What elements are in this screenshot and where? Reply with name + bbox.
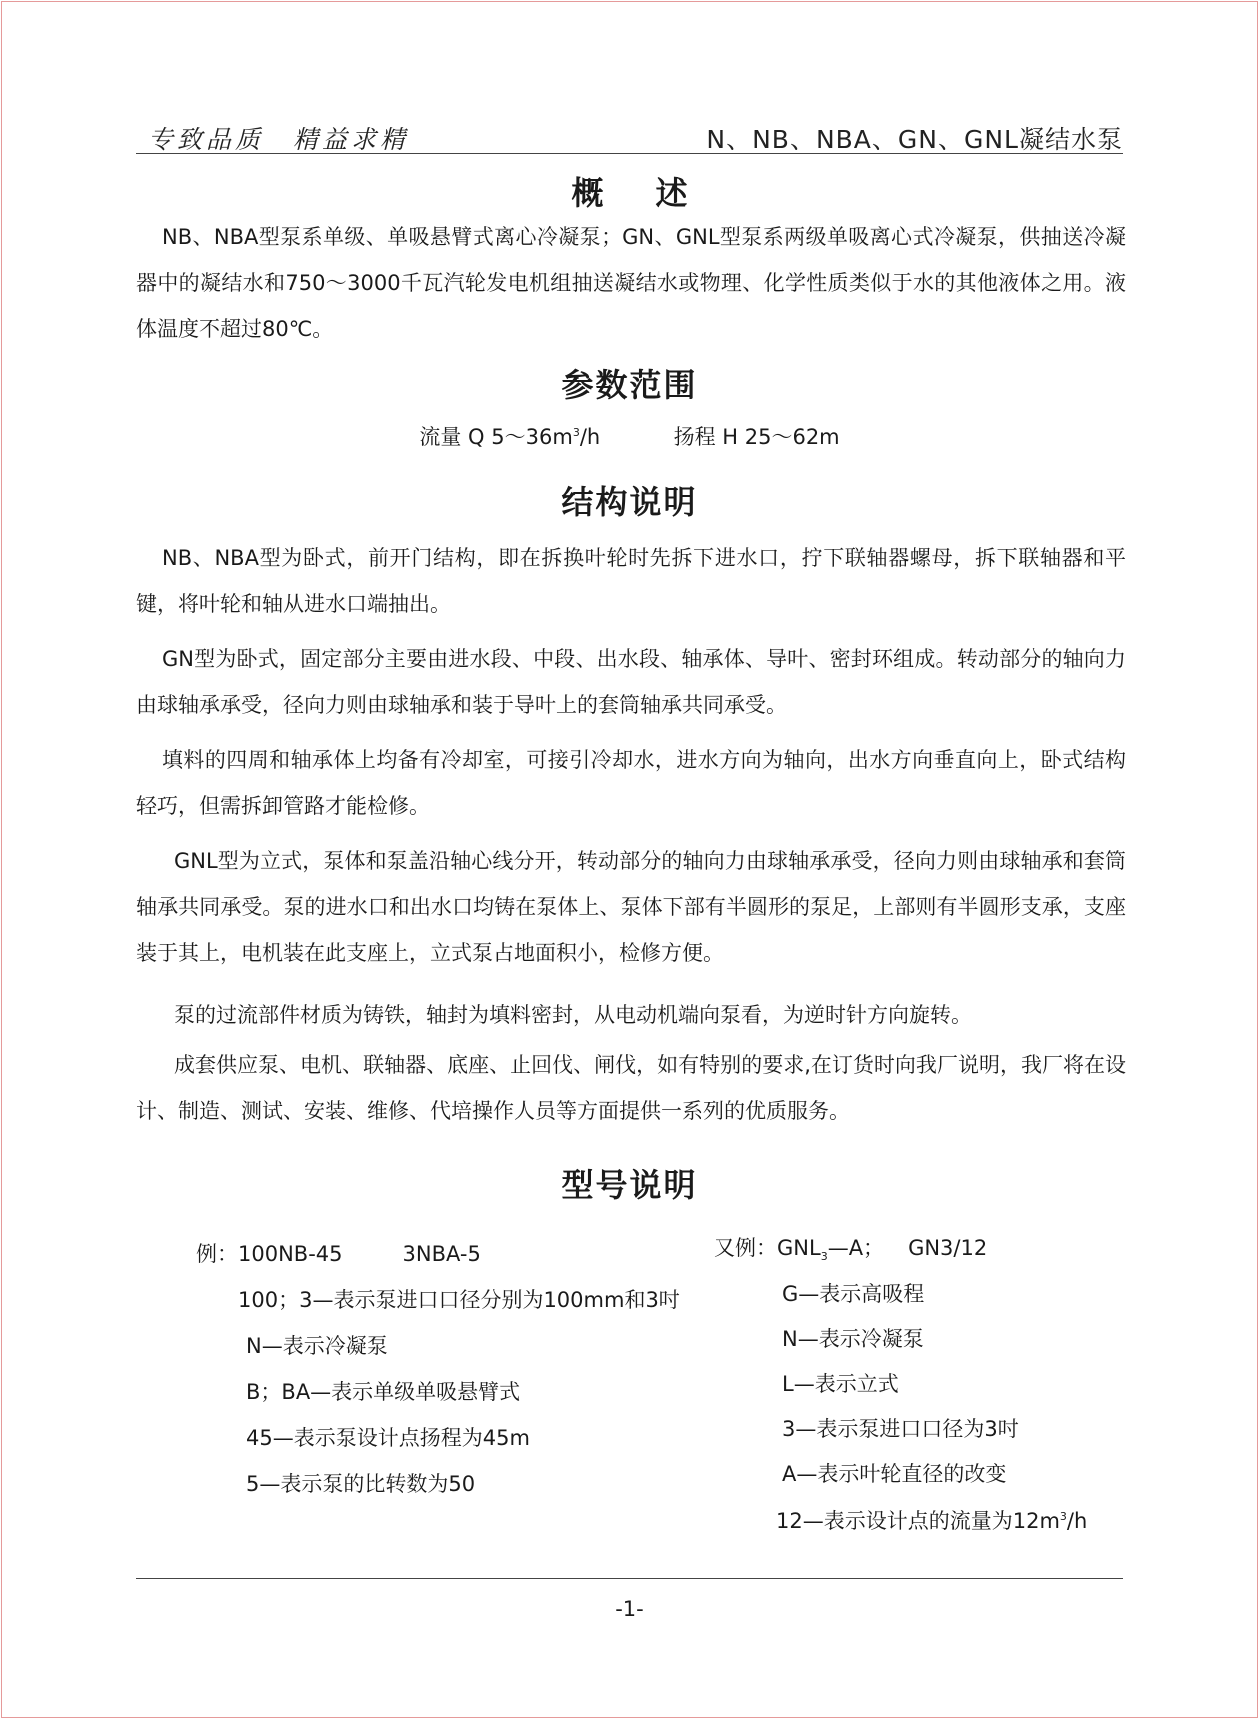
model-right-line-5: A—表示叶轮直径的改变 [782,1462,1007,1486]
model-left-line-3: B；BA—表示单级单吸悬臂式 [246,1380,521,1404]
structure-paragraph-2: GN型为卧式，固定部分主要由进水段、中段、出水段、轴承体、导叶、密封环组成。转动部分的轴向力由球轴承承受，径向力则由球轴承和装于导叶上的套筒轴承共同承受。 [136,647,1126,717]
params-title: 参数范围 [561,366,698,404]
header-product-line: N、NB、NBA、GN、GNL凝结水泵 [706,125,1123,154]
model-left-line-4: 45—表示泵设计点扬程为45m [246,1426,530,1450]
overview-title: 概述 [571,174,740,212]
model-example-right: 又例：$GNL_3—A$； GN3/12 [714,1236,988,1264]
structure-paragraph-5: 泵的过流部件材质为铸铁，轴封为填料密封，从电动机端向泵看，为逆时针方向旋转。 [174,1003,972,1027]
structure-title: 结构说明 [561,483,698,521]
model-right-line-6: 12—表示设计点的流量为$12m^3/h$ [776,1509,1088,1533]
structure-paragraph-4: GNL型为立式，泵体和泵盖沿轴心线分开，转动部分的轴向力由球轴承承受，径向力则由球轴承和套筒轴承共同承受。泵的进水口和出水口均铸在泵体上、泵体下部有半圆形的泵足，上部则有半圆形支承，支座装于其上，电机装在此支座上，立式泵占地面积小，检修方便。 [136,849,1126,965]
page-number: -1- [615,1597,644,1621]
model-example-left: 例：100NB-45 3NBA-5 [196,1242,481,1266]
structure-paragraph-6: 成套供应泵、电机、联轴器、底座、止回伐、闸伐，如有特别的要求,在订货时向我厂说明，我厂将在设计、制造、测试、安装、维修、代培操作人员等方面提供一系列的优质服务。 [136,1053,1126,1123]
footer-rule [136,1578,1123,1579]
model-right-line-3: L—表示立式 [782,1372,899,1396]
model-right-line-2: N—表示冷凝泵 [782,1327,924,1351]
structure-paragraph-1: NB、NBA型为卧式，前开门结构，即在拆换叶轮时先拆下进水口，拧下联轴器螺母，拆下联轴器和平键，将叶轮和轴从进水口端抽出。 [136,546,1126,616]
structure-paragraph-3: 填料的四周和轴承体上均备有冷却室，可接引冷却水，进水方向为轴向，出水方向垂直向上，卧式结构轻巧，但需拆卸管路才能检修。 [136,748,1126,818]
model-title: 型号说明 [561,1166,698,1204]
model-right-line-1: G—表示高吸程 [782,1282,925,1306]
model-right-line-4: 3—表示泵进口口径为3吋 [782,1417,1019,1441]
header-slogan: 专致品质 精益求精 [148,125,410,154]
model-left-line-2: N—表示冷凝泵 [246,1334,388,1358]
model-left-line-5: 5—表示泵的比转数为50 [246,1472,476,1496]
head-value: 25～62m [744,425,840,449]
head-label: 扬程 H [673,425,739,449]
flow-value: $5\sim 36m^3/h$ [491,425,601,449]
model-left-line-1: 100；3—表示泵进口口径分别为100mm和3吋 [238,1288,680,1312]
flow-label: 流量 Q [419,425,485,449]
overview-paragraph: NB、NBA型泵系单级、单吸悬臂式离心冷凝泵；GN、GNL型泵系两级单吸离心式冷凝泵，供抽送冷凝器中的凝结水和750～3000千瓦汽轮发电机组抽送凝结水或物理、化学性质类似于水的其他液体之用。液体温度不超过80℃。 [136,225,1126,341]
header-rule [136,153,1123,154]
params-line [0,421,1259,451]
